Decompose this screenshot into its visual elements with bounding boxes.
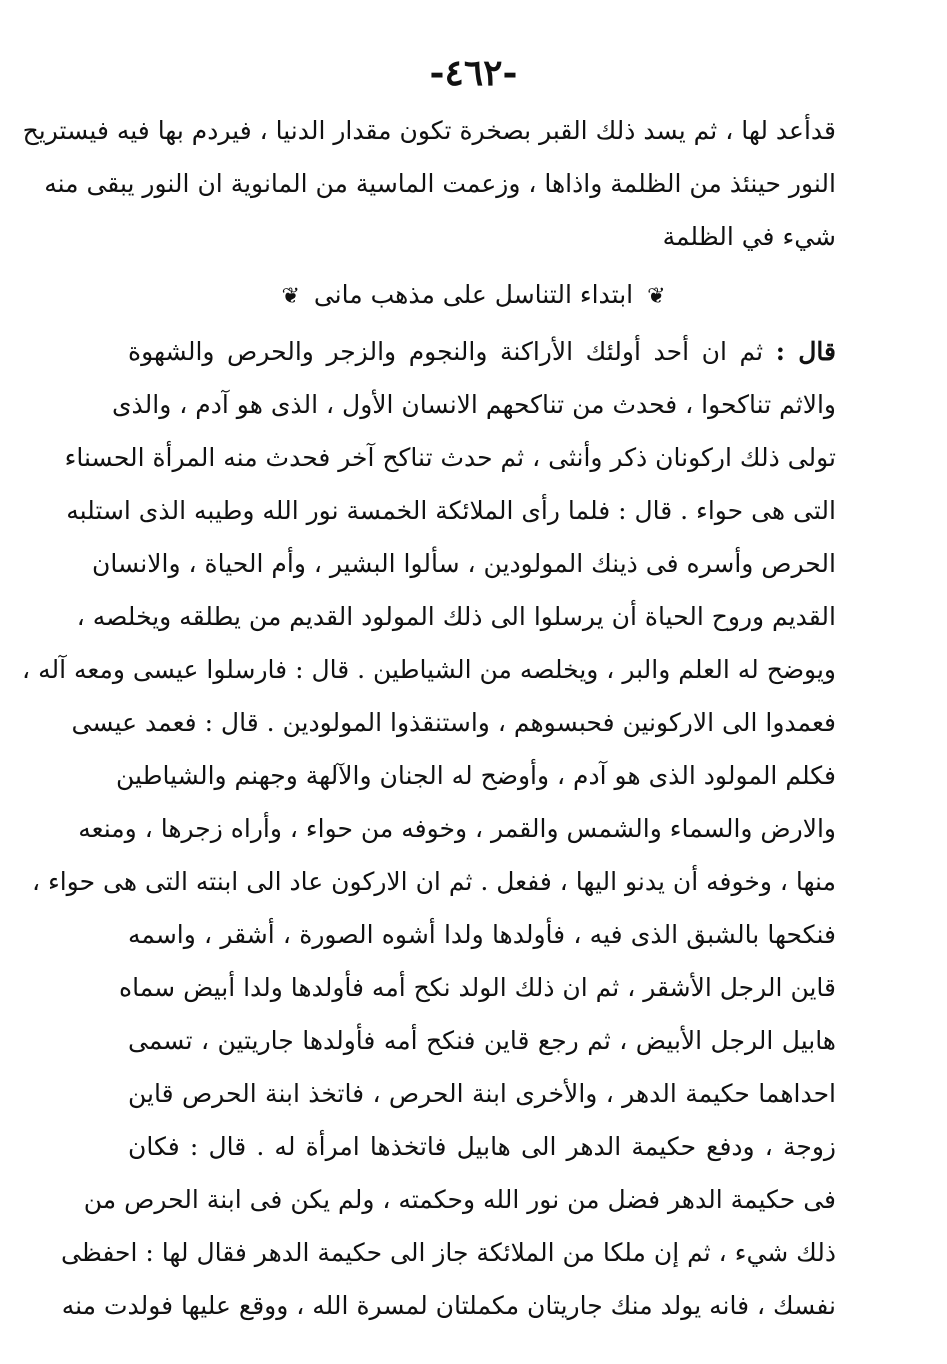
text-line: النور حينئذ من الظلمة واذاها ، وزعمت الماسية من المانوية ان النور يبقى منه (44, 169, 836, 198)
text-line: التى هى حواء . قال : فلما رأى الملائكة الخمسة نور الله وطيبه الذى استلبه (66, 496, 836, 525)
text-line: قدأعد لها ، ثم يسد ذلك القبر بصخرة تكون مقدار الدنيا ، فيردم بها فيه فيستريح (22, 116, 836, 145)
speaker-lead: قال : (775, 337, 836, 366)
text-line-first (128, 325, 836, 378)
text-line: فكلم المولود الذى هو آدم ، وأوضح له الجنان والآلهة وجهنم والشياطين (116, 761, 836, 790)
text-line: فى حكيمة الدهر فضل من نور الله وحكمته ، ولم يكن فى ابنة الحرص من (83, 1185, 836, 1214)
text-line: زوجة ، ودفع حكيمة الدهر الى هابيل فاتخذها امرأة له . قال : فكان (128, 1132, 836, 1161)
text-line: احداهما حكيمة الدهر ، والأخرى ابنة الحرص ، فاتخذ ابنة الحرص قاين (128, 1079, 836, 1108)
text-line: تولى ذلك اركونان ذكر وأنثى ، ثم حدث تناكح آخر فحدث منه المرأة الحسناء (64, 443, 836, 472)
text-line-first-rest: ثم ان أحد أولئك الأراكنة والنجوم والزجر والحرص والشهوة (128, 337, 764, 366)
text-line: شيء في الظلمة (662, 222, 836, 251)
text-line: ويوضح له العلم والبر ، ويخلصه من الشياطين . قال : فارسلوا عيسى ومعه آله ، (22, 655, 836, 684)
text-line: فعمدوا الى الاركونين فحبسوهم ، واستنقذوا المولودين . قال : فعمد عيسى (71, 708, 836, 737)
ornament-right-icon: ❦ (647, 284, 666, 309)
section-heading (0, 270, 947, 320)
text-line: الحرص وأسره فى ذينك المولودين ، سألوا البشير ، وأم الحياة ، والانسان (92, 549, 836, 578)
text-line: القديم وروح الحياة أن يرسلوا الى ذلك المولود القديم من يطلقه ويخلصه ، (76, 602, 836, 631)
opening-paragraph (22, 104, 836, 263)
section-heading-text: ابتداء التناسل على مذهب مانى (313, 280, 634, 309)
text-line: ذلك شيء ، ثم إن ملكا من الملائكة جاز الى حكيمة الدهر فقال لها : احفظى (61, 1238, 836, 1267)
text-line: نفسك ، فانه يولد منك جاريتان مكملتان لمسرة الله ، ووقع عليها فولدت منه (61, 1291, 836, 1320)
text-line: قاين الرجل الأشقر ، ثم ان ذلك الولد نكح أمه فأولدها ولدا أبيض سماه (119, 973, 836, 1002)
text-line: فنكحها بالشبق الذى فيه ، فأولدها ولدا أشوه الصورة ، أشقر ، واسمه (128, 920, 836, 949)
text-line: منها ، وخوفه أن يدنو اليها ، ففعل . ثم ان الاركون عاد الى ابنته التى هى حواء ، (31, 867, 836, 896)
text-line: هابيل الرجل الأبيض ، ثم رجع قاين فنكح أمه فأولدها جاريتين ، تسمى (128, 1026, 836, 1055)
ornament-left-icon: ❦ (281, 284, 300, 309)
page-number: -٤٦٢- (429, 52, 518, 94)
text-line: والارض والسماء والشمس والقمر ، وخوفه من حواء ، وأراه زجرها ، ومنعه (78, 814, 836, 843)
main-paragraph (22, 325, 836, 1332)
text-line: والاثم تناكحوا ، فحدث من تناكحهم الانسان الأول ، الذى هو آدم ، والذى (111, 390, 836, 419)
